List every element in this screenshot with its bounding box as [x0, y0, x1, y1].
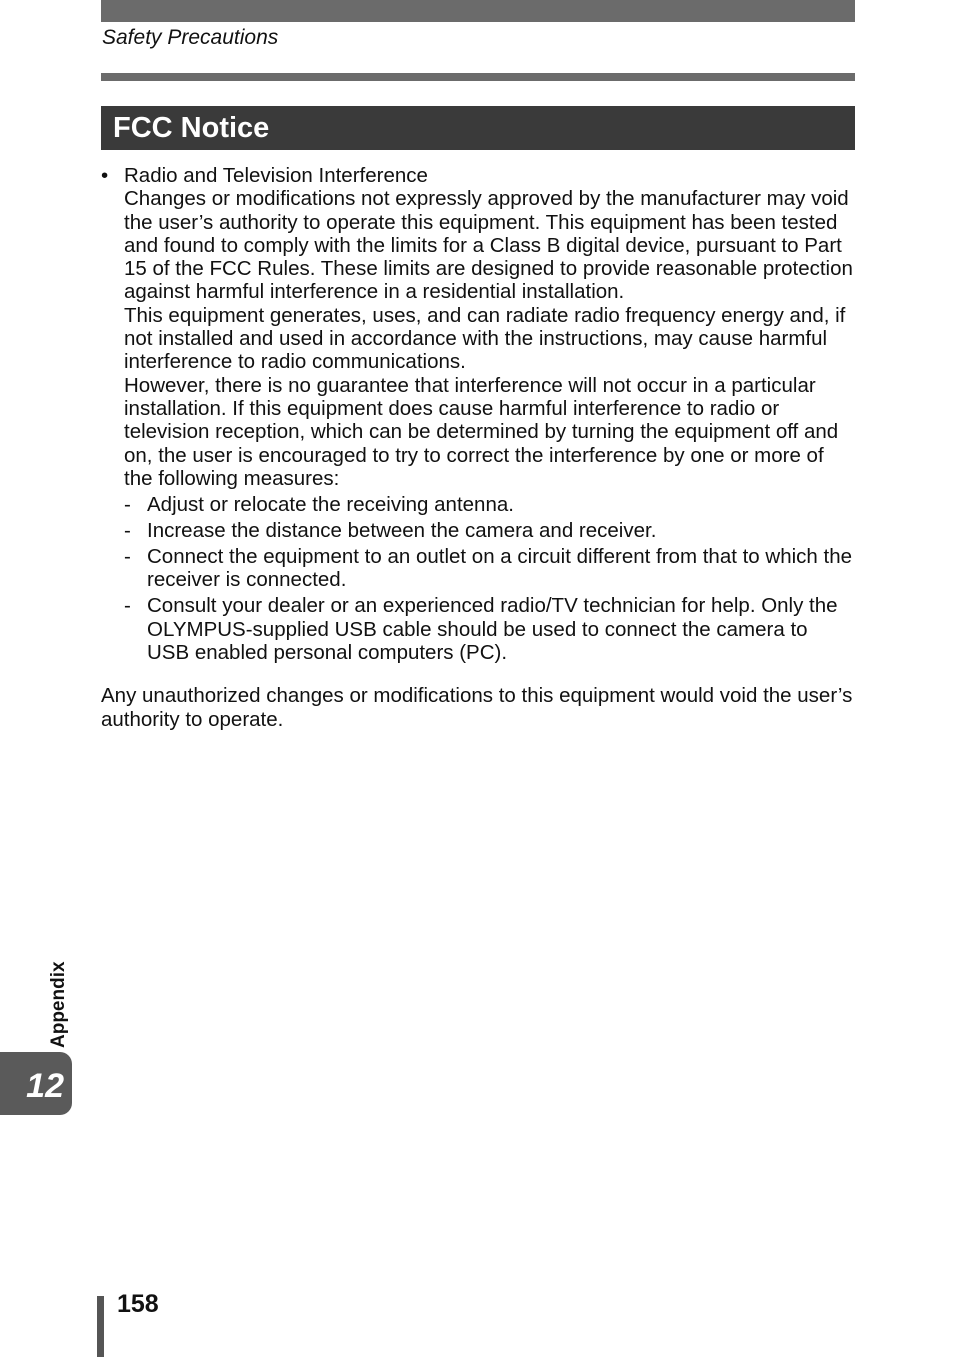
paragraph: Changes or modifications not expressly approved by the manufacturer may void the user’s authority to operate this equipment. This equipment has been tested and found to comply with the limits for a Class B digital device, pursuant to Part 15 of the FCC Rules. These limits are designed to provide reasonable protection against harmful interference in a residential installation. — [124, 187, 853, 304]
list-item — [124, 545, 853, 592]
page-number-rule — [97, 1296, 104, 1357]
chapter-side-label: Appendix — [48, 961, 69, 1048]
bullet-item — [101, 164, 853, 664]
dash-mark: - — [124, 493, 131, 517]
chapter-number: 12 — [26, 1067, 64, 1105]
list-item — [124, 594, 853, 664]
page-number: 158 — [117, 1290, 159, 1318]
bullet-heading: Radio and Television Interference — [124, 164, 428, 187]
bullet-mark: • — [101, 164, 109, 187]
header-rule — [101, 73, 855, 81]
body-content — [101, 164, 853, 731]
dash-mark: - — [124, 519, 131, 543]
measures-list — [124, 493, 853, 664]
list-item — [124, 519, 853, 542]
list-item-text: Consult your dealer or an experienced radio/TV technician for help. Only the OLYMPUS-supplied USB cable should be used to connect the camera to USB enabled personal computers (PC). — [147, 594, 838, 664]
list-item-text: Connect the equipment to an outlet on a circuit different from that to which the receiver is connected. — [147, 545, 853, 592]
paragraph: However, there is no guarantee that interference will not occur in a particular installation. If this equipment does cause harmful interference to radio or television reception, which can be determined by turning the equipment off and on, the user is encouraged to try to correct the interference by one or more of the following measures: — [124, 373, 839, 490]
dash-mark: - — [124, 594, 131, 618]
paragraph: This equipment generates, uses, and can radiate radio frequency energy and, if not installed and used in accordance with the instructions, may cause harmful interference to radio communications. — [124, 303, 846, 374]
dash-mark: - — [124, 545, 131, 569]
header-top-bar — [101, 0, 855, 22]
section-title-bar — [101, 106, 855, 150]
chapter-tab — [0, 1052, 72, 1115]
section-title: FCC Notice — [113, 112, 270, 144]
list-item-text: Adjust or relocate the receiving antenna. — [147, 493, 514, 517]
list-item — [124, 493, 853, 516]
running-head: Safety Precautions — [102, 26, 279, 49]
closing-paragraph: Any unauthorized changes or modifications to this equipment would void the user’s authority to operate. — [101, 684, 853, 731]
list-item-text: Increase the distance between the camera and receiver. — [147, 519, 657, 543]
